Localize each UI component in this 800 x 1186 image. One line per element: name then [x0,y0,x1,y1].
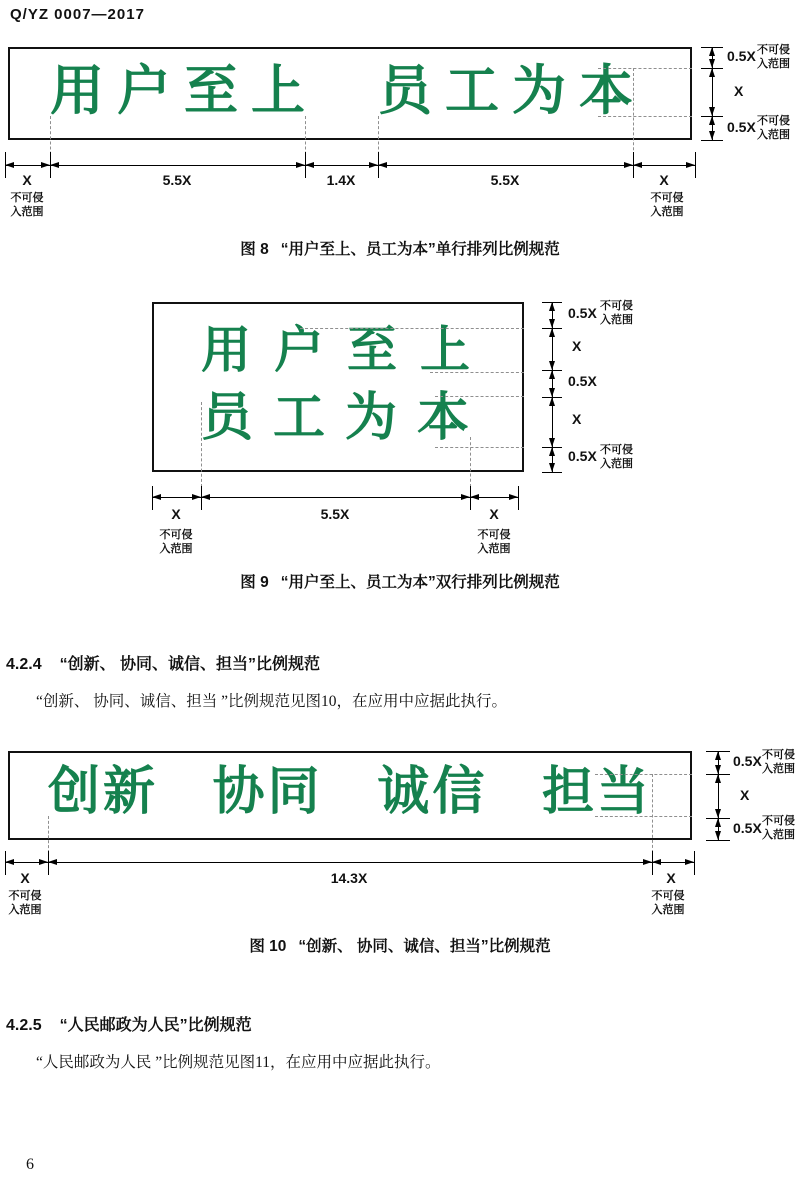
slogan-word: 协同 [212,761,323,822]
document-code: Q/YZ 0007—2017 [10,6,145,23]
no-intrude-line: 不可侵 [600,444,633,456]
slogan-part: 用户至上 [50,58,318,122]
dim-label: X [171,506,181,522]
no-intrude-label [651,191,684,220]
slogan-part: 员工为本 [378,58,646,122]
no-intrude-line: 不可侵 [757,44,790,56]
dim-label: 0.5X [568,305,597,321]
dim-arrow-h [201,497,470,498]
dim-arrow-v [712,68,713,116]
no-intrude-line: 不可侵 [762,749,795,761]
section-title: “创新、 协同、诚信、担当”比例规范 [59,656,321,673]
dim-label: X [572,338,582,354]
no-intrude-label [160,528,193,557]
section-title: “人民邮政为人民”比例规范 [59,1017,252,1034]
no-intrude-line: 不可侵 [8,890,42,902]
no-intrude-line: 入范围 [477,543,511,556]
dashed-guide [435,447,524,448]
no-intrude-label [762,815,795,843]
figure9-slogan-line2: 员工为本 [201,387,490,448]
no-intrude-line: 入范围 [762,762,795,775]
no-intrude-label [9,889,42,918]
dim-label: 0.5X [733,820,762,836]
dim-arrow-h [305,165,378,166]
dim-arrow-v [712,47,713,68]
dim-arrow-v [552,370,553,397]
figure-number: 图 8 [240,241,269,258]
dim-arrow-h [152,497,201,498]
section-body-4-2-5: “人民邮政为人民 ”比例规范见图11，在应用中应据此执行。 [36,1054,441,1071]
no-intrude-line: 入范围 [757,128,790,141]
section-heading-4-2-5 [6,1012,252,1035]
dim-label: 5.5X [162,172,192,188]
section-body-4-2-4: “创新、 协同、诚信、担当 ”比例规范见图10，在应用中应据此执行。 [36,693,508,710]
tick-mark [701,140,723,141]
dim-arrow-h [652,862,694,863]
no-intrude-line: 不可侵 [600,300,633,312]
dim-label: 0.5X [568,373,597,389]
no-intrude-label [762,749,795,777]
no-intrude-line: 入范围 [8,904,42,917]
dim-arrow-v [552,328,553,370]
slogan-word: 担当 [541,761,652,822]
no-intrude-label [757,115,790,143]
dim-arrow-h [378,165,633,166]
section-number: 4.2.4 [6,656,42,673]
dim-arrow-v [718,818,719,840]
dashed-guide [470,437,471,487]
no-intrude-label [652,889,685,918]
dashed-guide [595,816,692,817]
no-intrude-label [478,528,511,557]
slogan-word: 诚信 [377,761,488,822]
dim-label: 0.5X [733,753,762,769]
figure10-caption [0,934,800,956]
dashed-guide [201,402,202,487]
dim-label: X [572,411,582,427]
dim-label: 1.4X [326,172,356,188]
figure10-slogan [48,761,652,822]
dashed-guide [598,68,692,69]
dim-label: 5.5X [320,506,350,522]
dim-arrow-h [5,165,50,166]
figure-title: “用户至上、员工为本”双行排列比例规范 [280,574,560,591]
figure8-slogan [50,58,646,122]
no-intrude-label [757,44,790,72]
no-intrude-line: 不可侵 [159,529,193,541]
dim-arrow-v [552,302,553,328]
figure-title: “用户至上、员工为本”单行排列比例规范 [280,241,560,258]
figure8-caption [0,237,800,259]
figure-number: 图 9 [240,574,269,591]
tick-mark [695,152,696,178]
dashed-guide [48,816,49,853]
tick-mark [694,851,695,875]
dim-label: X [666,870,676,886]
dim-label: 0.5X [568,448,597,464]
no-intrude-line: 入范围 [650,206,684,219]
dim-arrow-h [5,862,48,863]
no-intrude-line: 不可侵 [651,890,685,902]
section-heading-4-2-4 [6,651,320,674]
dashed-guide [300,328,524,329]
dim-arrow-h [470,497,518,498]
dashed-guide [652,774,653,853]
figure9-slogan-line1: 用户至上 [201,320,493,379]
no-intrude-line: 入范围 [10,206,44,219]
dim-arrow-h [48,862,652,863]
slogan-word: 创新 [48,761,159,822]
no-intrude-line: 入范围 [600,457,633,470]
no-intrude-line: 不可侵 [650,192,684,204]
dim-label: 5.5X [490,172,520,188]
tick-mark [706,840,730,841]
dim-arrow-v [712,116,713,140]
dashed-guide [435,396,524,397]
tick-mark [518,486,519,510]
dim-arrow-v [552,397,553,447]
dim-arrow-v [552,447,553,472]
dim-arrow-h [633,165,695,166]
no-intrude-label [11,191,44,220]
no-intrude-line: 入范围 [159,543,193,556]
dim-label: X [22,172,32,188]
dim-label: 0.5X [727,48,756,64]
dashed-guide [430,372,524,373]
tick-mark [542,472,562,473]
dim-arrow-v [718,751,719,774]
dim-label: X [659,172,669,188]
no-intrude-line: 入范围 [762,828,795,841]
dashed-guide [595,774,692,775]
dim-label: 14.3X [330,870,368,886]
dim-label: X [740,787,750,803]
no-intrude-line: 入范围 [757,57,790,70]
no-intrude-label [600,444,633,472]
figure9-caption [0,570,800,592]
dim-label: X [489,506,499,522]
dashed-guide [598,116,692,117]
no-intrude-line: 不可侵 [757,115,790,127]
no-intrude-line: 入范围 [651,904,685,917]
figure-number: 图 10 [249,938,287,955]
section-number: 4.2.5 [6,1017,42,1034]
figure-title: “创新、 协同、诚信、担当”比例规范 [298,938,551,955]
dim-arrow-v [718,774,719,818]
no-intrude-line: 不可侵 [10,192,44,204]
dim-label: X [734,83,744,99]
dim-label: 0.5X [727,119,756,135]
page-number: 6 [26,1156,34,1173]
no-intrude-label [600,300,633,328]
dim-arrow-h [50,165,305,166]
no-intrude-line: 入范围 [600,313,633,326]
no-intrude-line: 不可侵 [762,815,795,827]
dim-label: X [20,870,30,886]
no-intrude-line: 不可侵 [477,529,511,541]
